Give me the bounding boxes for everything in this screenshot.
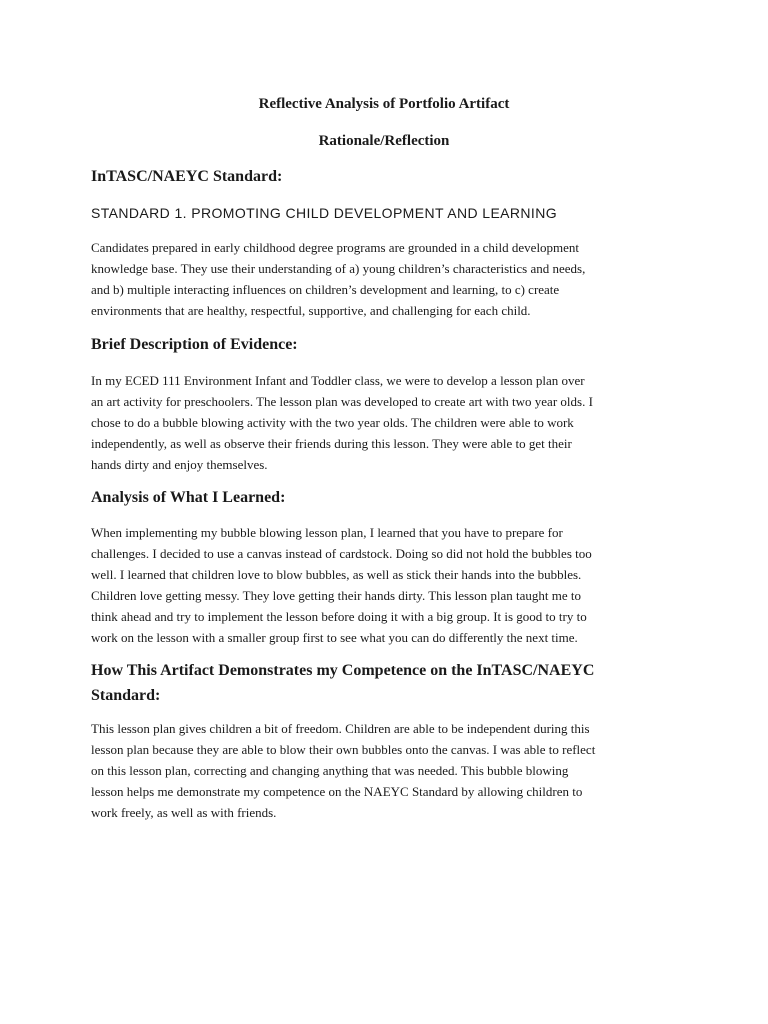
- paragraph-line: an art activity for preschoolers. The lesson plan was developed to create art with two year olds. I: [91, 394, 593, 409]
- paragraph-line: environments that are healthy, respectful, supportive, and challenging for each child.: [91, 303, 531, 318]
- analysis-paragraph: [91, 522, 691, 648]
- paragraph-line: lesson plan because they are able to blow their own bubbles onto the canvas. I was able to reflect: [91, 742, 596, 757]
- paragraph-line: and b) multiple interacting influences on children’s development and learning, to c) create: [91, 282, 560, 297]
- section-heading-competence: [91, 658, 691, 708]
- section-heading-analysis: Analysis of What I Learned:: [91, 489, 286, 506]
- paragraph-line: This lesson plan gives children a bit of freedom. Children are able to be independent during this: [91, 721, 590, 736]
- paragraph-line: on this lesson plan, correcting and changing anything that was needed. This bubble blowing: [91, 763, 569, 778]
- heading-line: How This Artifact Demonstrates my Competence on the InTASC/NAEYC: [91, 662, 595, 679]
- heading-line: Standard:: [91, 687, 161, 704]
- paragraph-line: work freely, as well as with friends.: [91, 805, 277, 820]
- section-heading-standard: InTASC/NAEYC Standard:: [91, 168, 283, 185]
- paragraph-line: hands dirty and enjoy themselves.: [91, 457, 268, 472]
- paragraph-line: lesson helps me demonstrate my competence on the NAEYC Standard by allowing children to: [91, 784, 583, 799]
- paragraph-line: work on the lesson with a smaller group first to see what you can do differently the next time.: [91, 630, 578, 645]
- paragraph-line: chose to do a bubble blowing activity with the two year olds. The children were able to work: [91, 415, 574, 430]
- paragraph-line: When implementing my bubble blowing lesson plan, I learned that you have to prepare for: [91, 525, 563, 540]
- paragraph-line: Candidates prepared in early childhood degree programs are grounded in a child development: [91, 240, 580, 255]
- paragraph-line: think ahead and try to implement the lesson before doing it with a big group. It is good to try to: [91, 609, 587, 624]
- standard-paragraph: [91, 237, 691, 321]
- evidence-paragraph: [91, 370, 691, 475]
- document-subtitle: Rationale/Reflection: [318, 133, 450, 149]
- section-heading-evidence: Brief Description of Evidence:: [91, 336, 298, 353]
- document-title: Reflective Analysis of Portfolio Artifact: [258, 96, 510, 112]
- paragraph-line: In my ECED 111 Environment Infant and Toddler class, we were to develop a lesson plan over: [91, 373, 585, 388]
- paragraph-line: independently, as well as observe their friends during this lesson. They were able to get their: [91, 436, 572, 451]
- standard-title: STANDARD 1. PROMOTING CHILD DEVELOPMENT AND LEARNING: [91, 205, 558, 221]
- paragraph-line: well. I learned that children love to blow bubbles, as well as stick their hands into the bubbles.: [91, 567, 582, 582]
- competence-paragraph: [91, 718, 691, 823]
- paragraph-line: challenges. I decided to use a canvas instead of cardstock. Doing so did not hold the bubbles too: [91, 546, 592, 561]
- paragraph-line: knowledge base. They use their understanding of a) young children’s characteristics and needs,: [91, 261, 586, 276]
- paragraph-line: Children love getting messy. They love getting their hands dirty. This lesson plan taught me to: [91, 588, 581, 603]
